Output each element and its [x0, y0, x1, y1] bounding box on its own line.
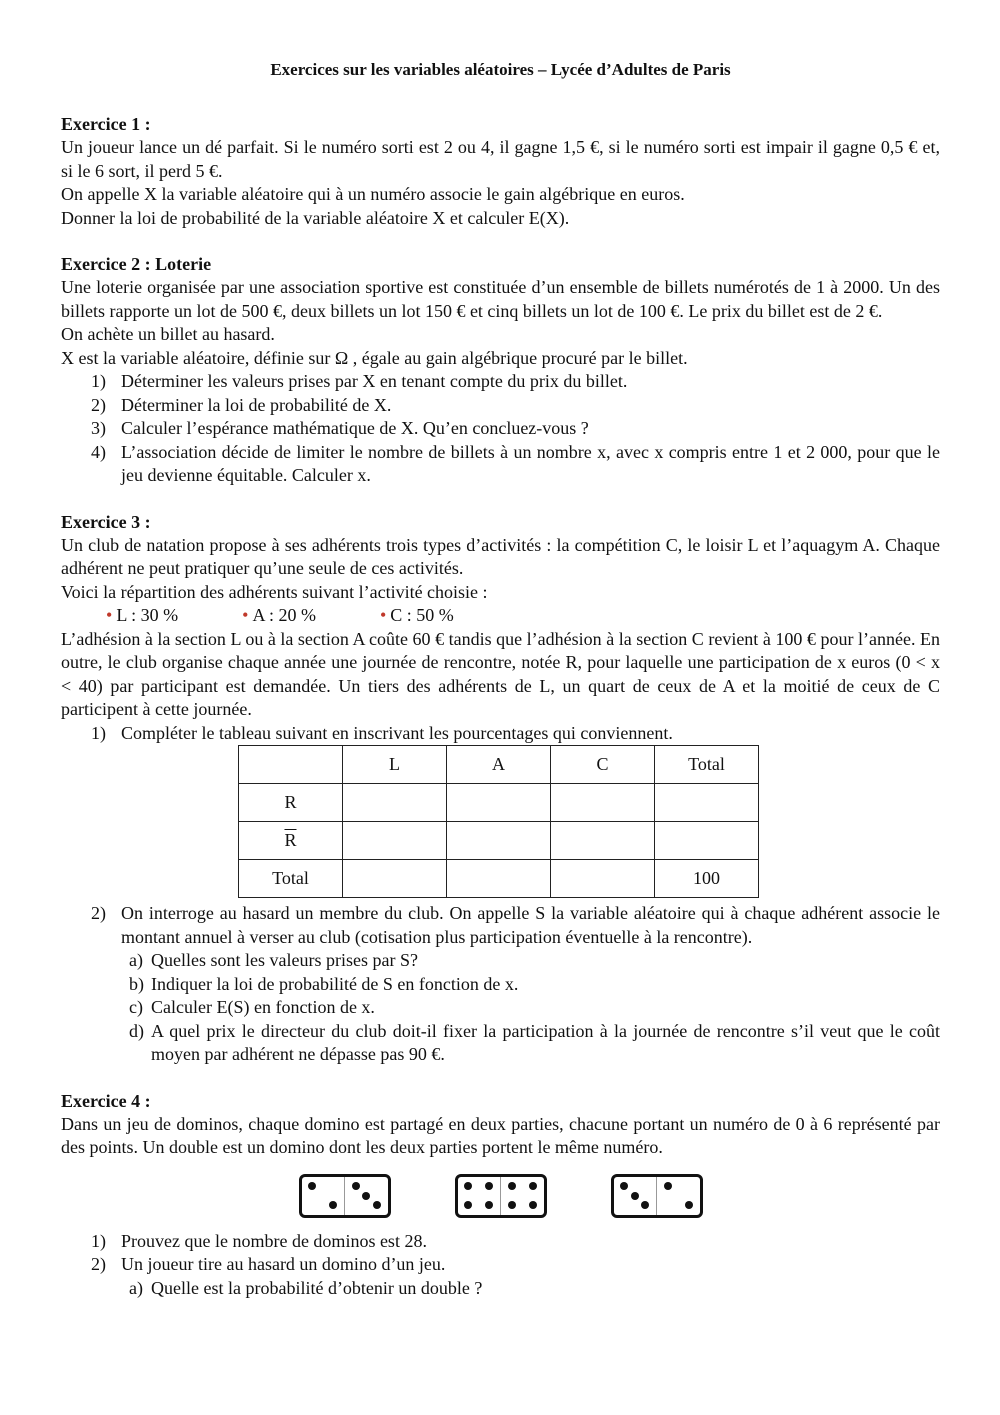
- item-number: 2): [91, 903, 106, 923]
- exercise-2: [61, 252, 940, 488]
- item-text: Un joueur tire au hasard un domino d’un jeu.: [121, 1254, 446, 1274]
- domino-pip: [485, 1182, 493, 1190]
- domino-pip: [352, 1182, 360, 1190]
- domino-half: [500, 1177, 544, 1215]
- domino-pip: [373, 1201, 381, 1209]
- list-item: [61, 441, 940, 488]
- domino-pip: [529, 1182, 537, 1190]
- table-cell[interactable]: [343, 822, 447, 860]
- table-cell[interactable]: [447, 784, 551, 822]
- list-item: [121, 996, 940, 1020]
- exercise-3: [61, 510, 940, 1067]
- table-header-row: [239, 746, 759, 784]
- exercise-3-q1: [61, 722, 940, 746]
- table-cell[interactable]: [343, 860, 447, 898]
- domino-pip: [529, 1201, 537, 1209]
- domino-half: [614, 1177, 657, 1215]
- bullet-icon: •: [379, 605, 387, 625]
- exercise-3-subquestions: [121, 949, 940, 1067]
- table-cell[interactable]: [447, 822, 551, 860]
- table-row: [239, 784, 759, 822]
- item-text: Quelles sont les valeurs prises par S?: [151, 950, 418, 970]
- table-row: [239, 860, 759, 898]
- item-letter: b): [129, 973, 144, 994]
- table-cell: Total: [655, 746, 759, 784]
- domino-pip: [664, 1182, 672, 1190]
- item-text: Calculer l’espérance mathématique de X. Qu’en concluez-vous ?: [121, 418, 589, 438]
- exercise-4: [61, 1089, 940, 1301]
- table-cell[interactable]: [655, 784, 759, 822]
- exercise-4-questions: [61, 1230, 940, 1301]
- domino-pip: [685, 1201, 693, 1209]
- domino-half: [302, 1177, 345, 1215]
- domino-pip: [641, 1201, 649, 1209]
- table-cell: R: [239, 784, 343, 822]
- bullet-text: L : 30 %: [116, 605, 179, 625]
- exercise-3-pricing: L’adhésion à la section L ou à la section A coûte 60 € tandis que l’adhésion à la section C revient à 100 € pour l’année. En outre, le club organise chaque année une journée de rencontre, notée R, pour laquelle une participation de x euros (0 < x < 40) par participant est demandée. Un tiers des adhérents de L, un quart de ceux de A et la moitié de ceux de C participent à cette journée.: [61, 628, 940, 719]
- page-title: Exercices sur les variables aléatoires – Lycée d’Adultes de Paris: [270, 60, 731, 79]
- exercise-4-statement: Dans un jeu de dominos, chaque domino est partagé en deux parties, chacune portant un numéro de 0 à 6 représenté par des points. Un double est un domino dont les deux parties portent le même numéro.: [61, 1113, 940, 1157]
- list-item: [61, 902, 940, 1067]
- item-text: A quel prix le directeur du club doit-il fixer la participation à la journée de rencontre s’il veut que le coût moyen par adhérent ne dépasse pas 90 €.: [151, 1020, 940, 1064]
- item-text: Quelle est la probabilité d’obtenir un double ?: [151, 1277, 483, 1298]
- table-cell: L: [343, 746, 447, 784]
- exercise-1-definition: On appelle X la variable aléatoire qui à un numéro associe le gain algébrique en euros.: [61, 184, 685, 204]
- r-bar-label: $\overline{R}$: [284, 830, 297, 850]
- item-number: 2): [91, 394, 106, 415]
- item-text: Déterminer la loi de probabilité de X.: [121, 394, 392, 415]
- table-cell: [239, 746, 343, 784]
- table-cell: Total: [239, 860, 343, 898]
- exercise-3-heading: Exercice 3 :: [61, 511, 151, 532]
- domino-pip: [620, 1182, 628, 1190]
- domino-icon: [299, 1174, 391, 1218]
- list-item: [121, 1020, 940, 1067]
- table-cell[interactable]: [551, 822, 655, 860]
- item-number: 3): [91, 418, 106, 438]
- table-cell[interactable]: [551, 784, 655, 822]
- exercise-3-q2: [61, 902, 940, 1067]
- bullet-item: [242, 604, 316, 628]
- list-item: [121, 1277, 940, 1301]
- domino-pip: [464, 1182, 472, 1190]
- table-row: [239, 822, 759, 860]
- table-cell: A: [447, 746, 551, 784]
- exercise-1-statement: Un joueur lance un dé parfait. Si le numéro sorti est 2 ou 4, il gagne 1,5 €, si le numéro sorti est impair il gagne 0,5 € et, si le 6 sort, il perd 5 €.: [61, 137, 940, 181]
- domino-pip: [464, 1201, 472, 1209]
- bullet-item: [380, 604, 454, 628]
- domino-icon: [611, 1174, 703, 1218]
- exercise-1-heading: Exercice 1 :: [61, 114, 151, 134]
- domino-pip: [362, 1192, 370, 1200]
- table-cell: 100: [655, 860, 759, 898]
- item-letter: d): [129, 1020, 144, 1041]
- worksheet-page: [61, 60, 940, 1322]
- domino-half: [458, 1177, 501, 1215]
- exercise-2-questions: [61, 370, 940, 488]
- list-item: [61, 370, 940, 394]
- item-number: 1): [91, 1230, 106, 1251]
- item-text: Déterminer les valeurs prises par X en tenant compte du prix du billet.: [121, 371, 628, 391]
- table-cell[interactable]: [551, 860, 655, 898]
- table-cell[interactable]: [655, 822, 759, 860]
- bullet-item: [106, 604, 178, 628]
- item-letter: a): [129, 950, 143, 970]
- bullet-icon: •: [106, 605, 113, 625]
- item-number: 1): [91, 371, 106, 391]
- domino-icon: [455, 1174, 547, 1218]
- table-cell: C: [551, 746, 655, 784]
- exercise-1-question: Donner la loi de probabilité de la variable aléatoire X et calculer E(X).: [61, 207, 570, 228]
- item-number: 1): [91, 722, 106, 743]
- item-letter: a): [129, 1277, 143, 1298]
- exercise-3-statement: Un club de natation propose à ses adhérents trois types d’activités : la compétition C, le loisir L et l’aquagym A. Chaque adhérent ne peut pratiquer qu’une seule de ces activités.: [61, 534, 940, 578]
- domino-illustrations: [61, 1174, 940, 1218]
- bullet-text: C : 50 %: [390, 605, 454, 625]
- exercise-2-definition: X est la variable aléatoire, définie sur Ω , égale au gain algébrique procuré par le billet.: [61, 347, 688, 368]
- item-text: Indiquer la loi de probabilité de S en fonction de x.: [151, 973, 519, 994]
- table-cell: [239, 822, 343, 860]
- domino-half: [344, 1177, 388, 1215]
- percentage-table: [238, 745, 759, 898]
- list-item: [121, 973, 940, 997]
- domino-half: [656, 1177, 700, 1215]
- exercise-4-heading: Exercice 4 :: [61, 1090, 151, 1111]
- bullet-text: A : 20 %: [252, 605, 316, 625]
- exercise-2-draw: On achète un billet au hasard.: [61, 324, 275, 344]
- list-item: [61, 722, 940, 746]
- item-number: 4): [91, 441, 106, 462]
- domino-pip: [329, 1201, 337, 1209]
- table-cell[interactable]: [343, 784, 447, 822]
- domino-pip: [485, 1201, 493, 1209]
- distribution-bullets: [61, 604, 940, 628]
- item-text: Compléter le tableau suivant en inscrivant les pourcentages qui conviennent.: [121, 722, 673, 743]
- item-text: Prouvez que le nombre de dominos est 28.: [121, 1230, 427, 1251]
- exercise-2-heading: Exercice 2 : Loterie: [61, 254, 212, 274]
- list-item: [61, 1230, 940, 1254]
- exercise-3-distribution-intro: Voici la répartition des adhérents suivant l’activité choisie :: [61, 581, 488, 602]
- item-text: Calculer E(S) en fonction de x.: [151, 997, 375, 1017]
- bullet-icon: •: [242, 605, 249, 625]
- domino-pip: [508, 1182, 516, 1190]
- domino-pip: [308, 1182, 316, 1190]
- list-item: [61, 394, 940, 418]
- exercise-2-statement: Une loterie organisée par une association sportive est constituée d’un ensemble de billets numérotés de 1 à 2000. Un des billets rapporte un lot de 500 €, deux billets un lot 150 € et cinq billets un lot de 100 €. Le prix du billet est de 2 €.: [61, 277, 940, 321]
- table-cell[interactable]: [447, 860, 551, 898]
- domino-pip: [508, 1201, 516, 1209]
- item-number: 2): [91, 1254, 106, 1274]
- exercise-1: [61, 112, 940, 230]
- item-text: On interroge au hasard un membre du club. On appelle S la variable aléatoire qui à chaque adhérent associe le montant annuel à verser au club (cotisation plus participation éventuelle à la rencontre).: [121, 903, 940, 947]
- exercise-4-subquestions: [121, 1277, 940, 1301]
- list-item: [61, 1253, 940, 1300]
- domino-pip: [631, 1192, 639, 1200]
- item-letter: c): [129, 997, 143, 1017]
- list-item: [121, 949, 940, 973]
- list-item: [61, 417, 940, 441]
- item-text: L’association décide de limiter le nombre de billets à un nombre x, avec x compris entre 1 et 2 000, pour que le jeu devienne équitable. Calculer x.: [121, 441, 940, 485]
